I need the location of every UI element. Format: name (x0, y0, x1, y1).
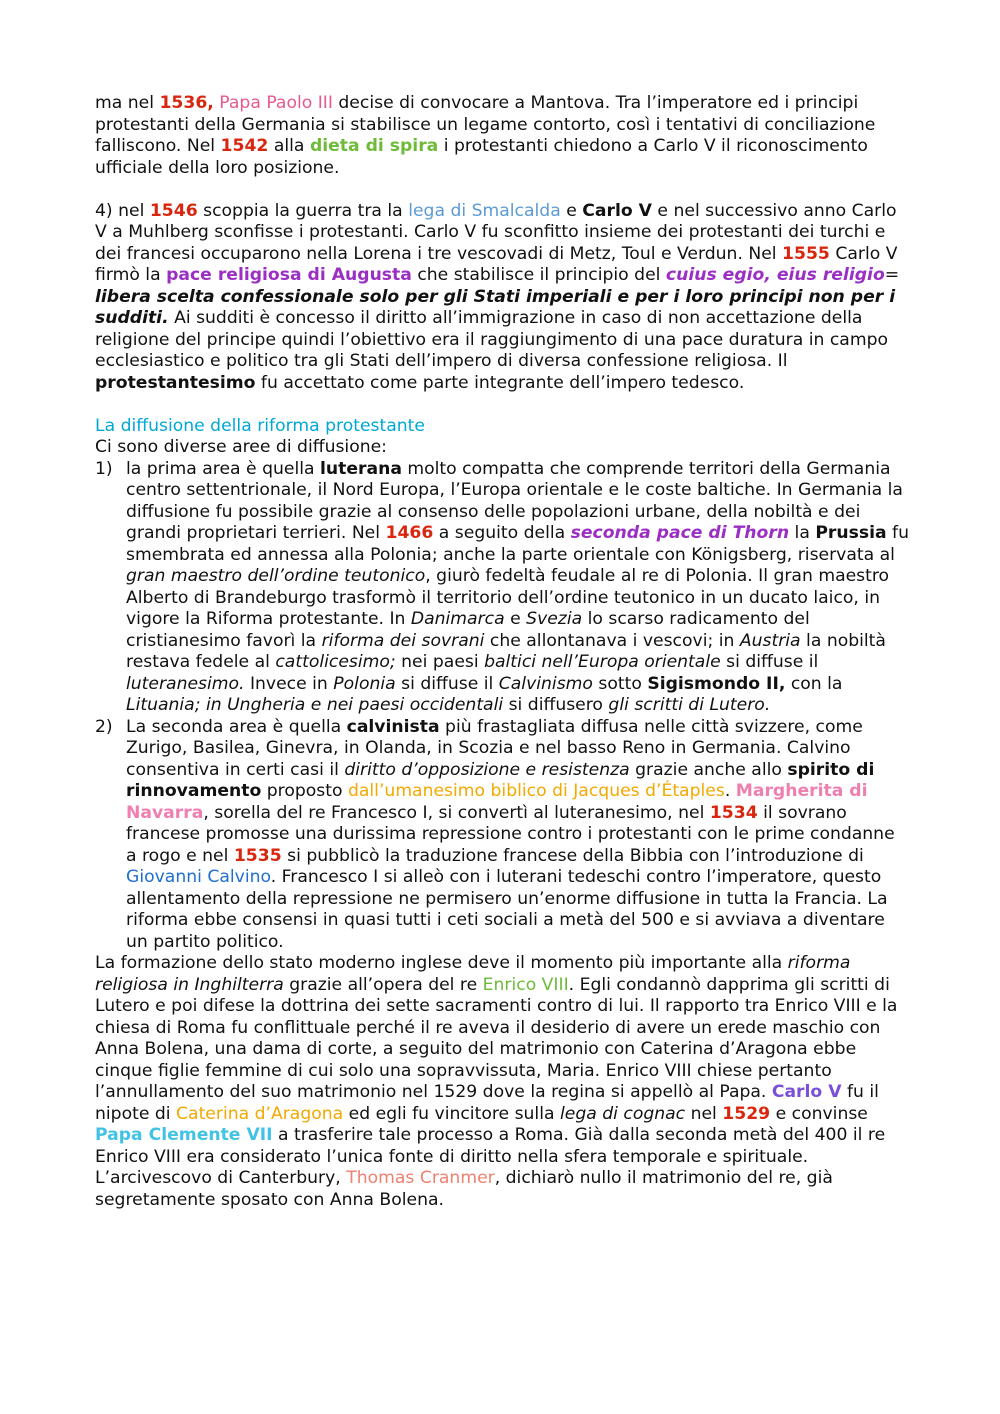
text-run: grazie all’opera del re (283, 974, 483, 995)
text-run: alla (268, 136, 310, 156)
text-run: , dichiarò nullo il matrimonio del re, già segretamente sposato con Anna Bolena. (95, 1168, 833, 1210)
text-run: grazie anche allo (629, 759, 788, 780)
text-run: si diffusero (503, 695, 609, 715)
text-run: fu il nipote di (95, 1082, 879, 1124)
text-run: il sovrano francese promosse una durissima repressione contro i protestanti con le prime condanne a rogo e nel (126, 802, 895, 866)
year-1536: 1536, (159, 93, 214, 113)
term-danimarca: Danimarca (410, 609, 505, 629)
text-run: e (560, 200, 583, 221)
name-carlo-v: Carlo V (771, 1082, 842, 1102)
term-scritti-di-lutero: gli scritti di Lutero. (608, 695, 771, 715)
term-protestantesimo: protestantesimo (95, 372, 256, 393)
blank-line (95, 179, 910, 201)
text-run: con la (785, 673, 843, 694)
year-1535: 1535 (233, 845, 282, 866)
text-run: e convinse (770, 1103, 868, 1124)
term-seconda-pace-di-thorn: seconda pace di Thorn (570, 523, 790, 543)
text-run: lo scarso radicamento del cristianesimo favorì la (126, 609, 810, 651)
section-heading: La diffusione della riforma protestante (95, 415, 425, 436)
term-calvinismo: Calvinismo (498, 673, 593, 694)
text-run: La seconda area è quella (126, 716, 347, 737)
year-1529: 1529 (722, 1103, 771, 1124)
text-run: la (789, 523, 816, 543)
text-run: molto compatta che comprende territori della Germania centro settentrionale, il Nord Europa, l’Europa orientale e le coste baltiche. In Germania la diffusione fu possibile grazie al consenso delle popolazioni urbane, della nobiltà e dei grandi proprietari terrieri. Nel (126, 458, 903, 543)
blank-line (95, 394, 910, 416)
text-run: Invece in (244, 673, 334, 694)
term-riforma-dei-sovrani: riforma dei sovrani (321, 630, 485, 651)
term-riforma-inghilterra: riforma religiosa in Inghilterra (95, 953, 851, 995)
text-run: . Francesco I si alleò con i luterani tedeschi contro l’imperatore, questo allentamento della repressione ne permisero un’enorme diffusione in tutta la Francia. La riforma ebbe consensi in quasi tutti i ceti sociali a metà del 500 e si avviava a diventare un partito politico. (126, 867, 888, 952)
text-run: decise di convocare a Mantova. Tra l’imperatore ed i principi protestanti della Germania si stabilisce un legame contorto, così i tentativi di conciliazione falliscono. Nel (95, 93, 876, 156)
term-lituania-ungheria: Lituania; in Ungheria e nei paesi occidentali (126, 695, 504, 715)
text-run: e nel successivo anno Carlo V a Muhlberg sconfisse i protestanti. Carlo V fu sconfitto insieme dei protestanti dei turchi e dei francesi occuparono nella Lorena i tre vescovadi di Metz, Toul e Verdun. Nel (95, 200, 897, 264)
areas-list (95, 459, 910, 954)
document-page (95, 93, 910, 1211)
text-run: la prima area è quella (126, 458, 321, 479)
list-number: 1) (95, 458, 113, 479)
name-giovanni-calvino: Giovanni Calvino (126, 867, 271, 887)
text-run: La formazione dello stato moderno inglese deve il momento più importante alla (95, 953, 788, 973)
list-number: 2) (95, 716, 113, 737)
text-run: si pubblicò la traduzione francese della Bibbia con l’introduzione di (281, 845, 864, 866)
term-gran-maestro: gran maestro dell’ordine teutonico (126, 566, 426, 586)
text-run: = (884, 265, 900, 285)
text-run: scoppia la guerra tra la (197, 200, 409, 221)
name-papa-clemente-vii: Papa Clemente VII (95, 1125, 273, 1145)
text-run: . (724, 781, 736, 801)
text-run: fu accettato come parte integrante dell’impero tedesco. (255, 372, 745, 393)
text-run: si diffuse il (395, 673, 499, 694)
text-run: . Egli condannò dapprima gli scritti di Lutero e poi difese la dottrina dei sette sacramenti contro di lui. Il rapporto tra Enrico VIII e la chiesa di Roma fu conflittuale perché il re aveva il desiderio di avere un erede maschio con Anna Bolena, una dama di corte, a seguito del matrimonio con Caterina d’Aragona ebbe cinque figlie femmine di cui solo una sopravvissuta, Maria. Enrico VIII chiese pertanto l’annullamento del suo matrimonio nel 1529 dove la regina si appellò al Papa. (95, 974, 898, 1102)
term-cuius-regio: cuius egio, eius religio (665, 265, 885, 285)
year-1534: 1534 (709, 802, 758, 823)
term-lega-di-smalcalda: lega di Smalcalda (408, 200, 561, 221)
name-papa-paolo-iii: Papa Paolo III (219, 93, 333, 113)
paragraph-enrico-viii (95, 953, 910, 1211)
term-polonia: Polonia (333, 673, 396, 694)
text-run: che stabilisce il principio del (411, 265, 666, 285)
text-run: , giurò fedeltà feudale al re di Polonia. Il gran maestro Alberto di Brandeburgo trasformò il territorio dell’ordine teutonico in un ducato laico, in vigore la Riforma protestante. In (126, 566, 890, 629)
text-run: i protestanti chiedono a Carlo V il riconoscimento ufficiale della loro posizione. (95, 136, 868, 178)
term-luterana: luterana (320, 458, 402, 479)
text-run: , sorella del re Francesco I, si convertì al luteranesimo, nel (203, 802, 710, 823)
term-lega-di-cognac: lega di cognac (559, 1103, 686, 1124)
text-run: si diffuse il (720, 652, 819, 672)
intro-line: Ci sono diverse aree di diffusione: (95, 437, 387, 457)
text-run: a seguito della (433, 523, 571, 543)
term-svezia: Svezia (526, 609, 583, 629)
year-1546: 1546 (149, 200, 198, 221)
name-thomas-cranmer: Thomas Cranmer (346, 1168, 495, 1188)
year-1555: 1555 (782, 243, 830, 264)
text-run: ed egli fu vincitore sulla (343, 1103, 560, 1124)
text-run: proposto (261, 781, 348, 801)
term-pace-religiosa-di-augusta: pace religiosa di Augusta (166, 265, 412, 285)
text-run: a trasferire tale processo a Roma. Già dalla seconda metà del 400 il re Enrico VIII era considerato l’unica fonte di diritto nella sfera temporale e spirituale. L’arcivescovo di Canterbury, (95, 1125, 886, 1188)
term-baltici: baltici nell’Europa orientale (484, 652, 721, 672)
list-item (95, 717, 910, 954)
text-run: ma nel (95, 93, 160, 113)
term-libera-scelta: libera scelta confessionale solo per gli Stati imperiali e per i loro principi non per i sudditi. (95, 286, 896, 328)
text-run: nei paesi (395, 652, 485, 672)
year-1542: 1542 (220, 136, 269, 156)
text-run: nel (685, 1103, 723, 1124)
list-item (95, 459, 910, 717)
name-carlo-v: Carlo V (582, 200, 652, 221)
year-1466: 1466 (385, 523, 434, 543)
name-enrico-viii: Enrico VIII (482, 974, 569, 995)
term-cattolicesimo: cattolicesimo; (275, 652, 396, 672)
text-run: più frastagliata diffusa nelle città svizzere, come Zurigo, Basilea, Ginevra, in Olanda, in Scozia e nel basso Reno in Germania. Calvino consentiva in certi casi il (126, 716, 863, 780)
term-umanesimo-biblico: dall’umanesimo biblico di Jacques d’Étaples (347, 781, 725, 801)
text-run: 4) nel (95, 200, 150, 221)
name-margherita-di-navarra: Margherita di Navarra (126, 781, 868, 823)
name-sigismondo-ii: Sigismondo II, (647, 673, 786, 694)
text-run: Ai sudditi è concesso il diritto all’immigrazione in caso di non accettazione della religione del principe quindi l’obiettivo era il raggiungimento di una pace duratura in campo ecclesiastico e politico tra gli Stati dell’impero di diversa confessione religiosa. Il (95, 308, 889, 371)
paragraph-concilio (95, 93, 910, 179)
term-calvinista: calvinista (346, 716, 440, 737)
term-austria: Austria (739, 630, 801, 651)
text-run: sotto (592, 673, 648, 694)
text-run: che allontanava i vescovi; in (484, 630, 740, 651)
name-caterina-d-aragona: Caterina d’Aragona (176, 1103, 344, 1124)
text-run: Carlo V firmò la (95, 243, 898, 285)
text-run: fu smembrata ed annessa alla Polonia; anche la parte orientale con Königsberg, riservata al (126, 523, 910, 565)
text-run: e (504, 609, 527, 629)
term-dieta-di-spira: dieta di spira (309, 136, 439, 156)
text-run: la nobiltà restava fedele al (126, 630, 886, 672)
term-spirito-di-rinnovamento: spirito di rinnovamento (126, 759, 875, 801)
paragraph-guerra-smalcalda (95, 201, 910, 395)
term-prussia: Prussia (815, 523, 887, 543)
term-diritto-opposizione: diritto d’opposizione e resistenza (344, 759, 630, 780)
term-luteranesimo: luteranesimo. (126, 673, 245, 694)
